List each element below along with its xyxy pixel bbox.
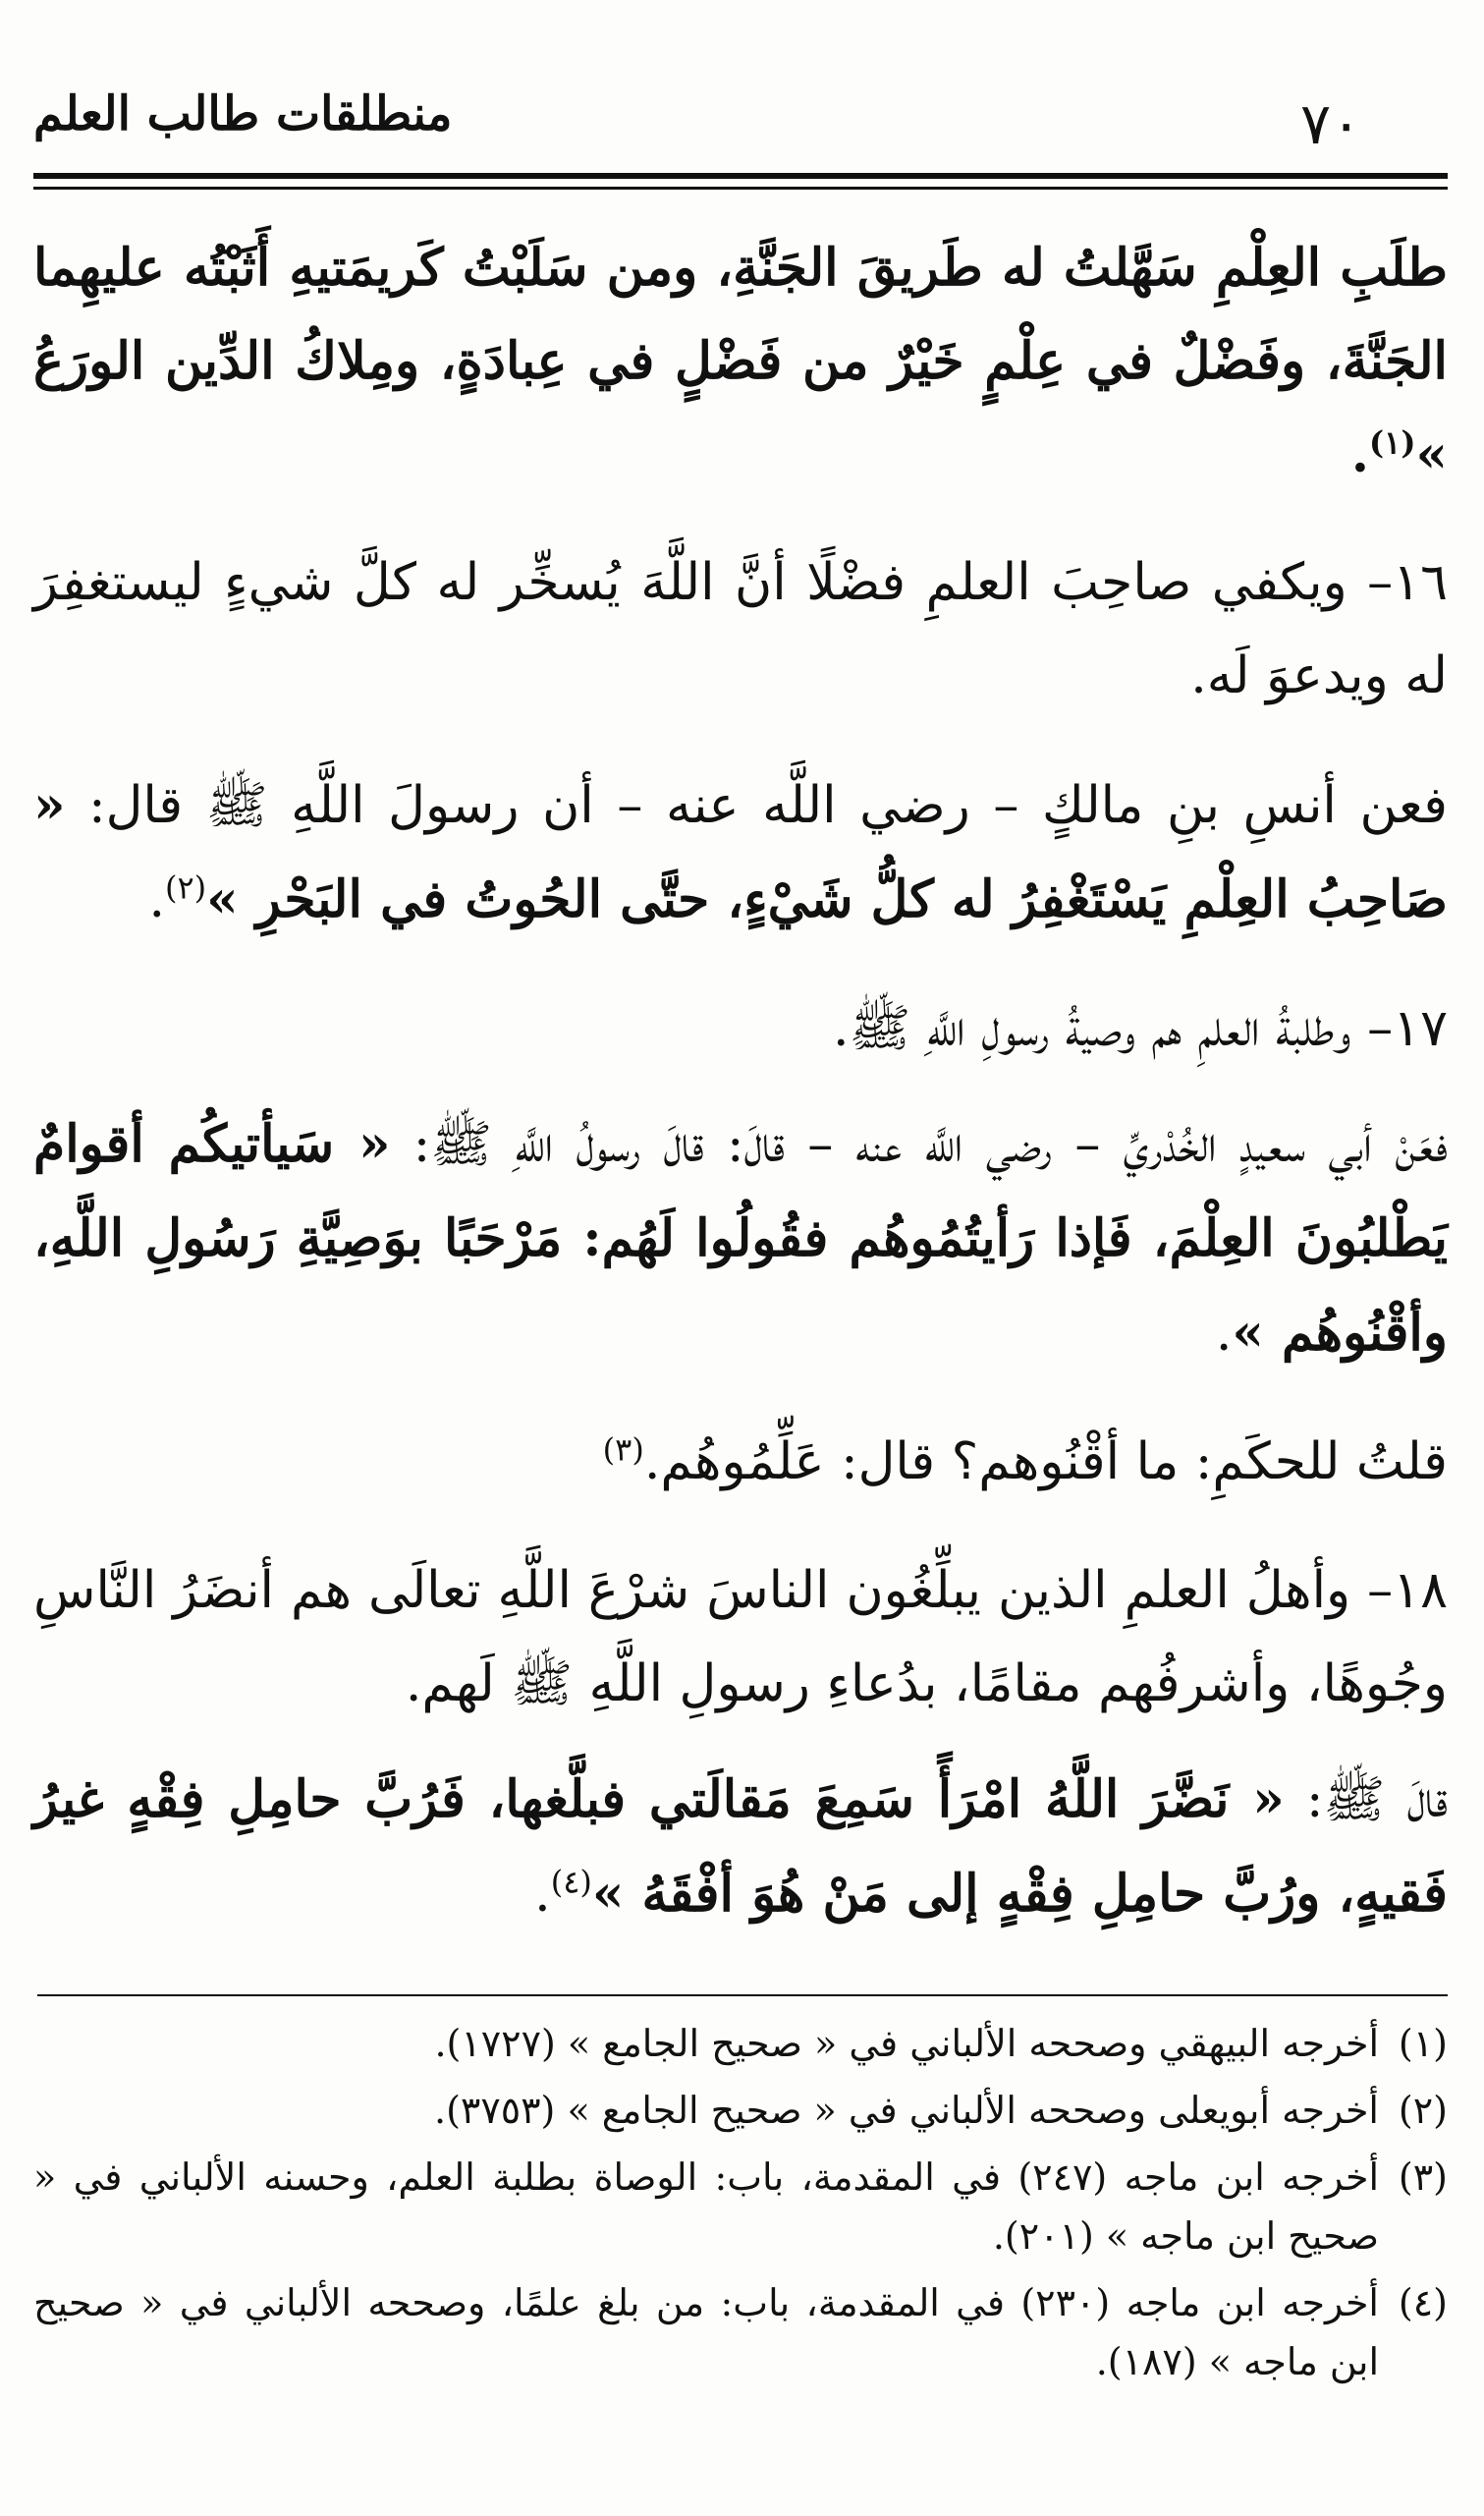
footnote-text: أخرجه ابن ماجه (٢٣٠) في المقدمة، باب: من بلغ علمًا، وصححه الألباني في « صحيح ابن ماجه » (١٨٧). bbox=[33, 2281, 1379, 2383]
paragraph-abu-said-hadith bbox=[33, 1097, 1448, 1380]
paragraph-item-18 bbox=[33, 1544, 1448, 1731]
hadith-intro: فعَنْ أبي سعيدٍ الخُدْريِّ – رضي اللَّه عنه – قالَ: قالَ رسولُ اللَّهِ ﷺ: bbox=[412, 1115, 1448, 1174]
paragraph-text: طلَبِ العِلْمِ سَهَّلتُ له طَريقَ الجَنَّةِ، ومن سَلَبْتُ كَريمَتيهِ أَثَبْتُه عليهِما الجَنَّةَ، وفَضْلٌ في عِلْمٍ خَيْرٌ من فَضْلٍ في عِبادَةٍ، ومِلاكُ الدِّين الورَعُ » bbox=[33, 238, 1448, 484]
footnote-mark: (١) bbox=[1398, 2022, 1448, 2065]
footnote-mark: (٢) bbox=[1398, 2089, 1448, 2132]
paragraph-nadara-hadith bbox=[33, 1753, 1448, 1941]
paragraph-hadith-continuation bbox=[33, 221, 1448, 501]
footnote bbox=[33, 2081, 1448, 2140]
footnote-ref-3: (٣) bbox=[602, 1430, 644, 1469]
footnote-separator bbox=[37, 1994, 1448, 1996]
footnote bbox=[33, 2148, 1448, 2265]
footnote-mark: (٤) bbox=[1398, 2281, 1448, 2324]
paragraph-end: . bbox=[534, 1865, 551, 1924]
paragraph-item-16 bbox=[33, 536, 1448, 723]
footnote bbox=[33, 2273, 1448, 2391]
footnote-mark: (٣) bbox=[1398, 2155, 1448, 2199]
header-rule-thin bbox=[33, 187, 1448, 190]
hadith-intro: قالَ ﷺ: bbox=[1306, 1770, 1449, 1829]
paragraph-end: . bbox=[1350, 424, 1370, 484]
hadith-quote: « نَضَّرَ اللَّهُ امْرَأً سَمِعَ مَقالَتي فبلَّغها، فَرُبَّ حامِلِ فِقْهٍ غيرُ فَقيهٍ، ورُبَّ حامِلِ فِقْهٍ إلى مَنْ هُوَ أفْقَهُ » bbox=[33, 1769, 1448, 1924]
running-title: منطلقات طالب العلم bbox=[33, 86, 453, 141]
paragraph-text: قلتُ للحكَمِ: ما أقْنُوهم؟ قال: عَلِّمُوهُم. bbox=[643, 1432, 1448, 1491]
main-text bbox=[33, 221, 1448, 1941]
footnote-ref-4: (٤) bbox=[550, 1863, 592, 1901]
page-header bbox=[33, 79, 1448, 167]
footnotes bbox=[33, 2014, 1448, 2399]
header-rule-thick bbox=[33, 173, 1448, 179]
hadith-quote: « سَيأتيكُم أقوامٌ يَطْلبُونَ العِلْمَ، فَإذا رَأيتُمُوهُم فقُولُوا لَهُم: مَرْحَبًا بوَصِيَّةِ رَسُولِ اللَّهِ، وأقْنُوهُم » bbox=[33, 1114, 1448, 1363]
page-number: ٧٠ bbox=[1300, 90, 1362, 157]
paragraph-text: ١٨– وأهلُ العلمِ الذين يبلِّغُون الناسَ شرْعَ اللَّهِ تعالَى هم أنضَرُ النَّاسِ وجُوهًا، وأشرفُهم مقامًا، بدُعاءِ رسولِ اللَّهِ ﷺ لَهم. bbox=[33, 1561, 1448, 1713]
paragraph-end: . bbox=[148, 870, 165, 929]
paragraph-item-17 bbox=[33, 982, 1448, 1076]
paragraph-end: . bbox=[1215, 1304, 1233, 1363]
footnote-text: أخرجه البيهقي وصححه الألباني في « صحيح الجامع » (١٧٢٧). bbox=[434, 2022, 1379, 2065]
footnote-ref-2: (٢) bbox=[164, 868, 207, 907]
paragraph-hakam-note bbox=[33, 1416, 1448, 1509]
footnote-ref-1: (١) bbox=[1369, 423, 1416, 462]
paragraph-text: ١٧– وطلبةُ العلمِ هم وصيةُ رسولِ اللَّهِ ﷺ. bbox=[832, 999, 1448, 1058]
footnote-text: أخرجه أبويعلى وصححه الألباني في « صحيح الجامع » (٣٧٥٣). bbox=[434, 2089, 1379, 2132]
footnote-text: أخرجه ابن ماجه (٢٤٧) في المقدمة، باب: الوصاة بطلبة العلم، وحسنه الألباني في « صحيح ابن ماجه » (٢٠١). bbox=[33, 2155, 1379, 2258]
paragraph-text: ١٦– ويكفي صاحِبَ العلمِ فضْلًا أنَّ اللَّهَ يُسخِّر له كلَّ شيءٍ ليستغفِرَ له ويدعوَ لَه. bbox=[33, 553, 1448, 705]
hadith-intro: فعن أنسِ بنِ مالكٍ – رضي اللَّه عنه – أن رسولَ اللَّهِ ﷺ قال: bbox=[88, 776, 1448, 835]
footnote bbox=[33, 2014, 1448, 2073]
hadith-quote: « صَاحِبُ العِلْمِ يَسْتَغْفِرُ له كلُّ شَيْءٍ، حتَّى الحُوتُ في البَحْرِ » bbox=[33, 775, 1448, 929]
paragraph-anas-hadith bbox=[33, 758, 1448, 947]
